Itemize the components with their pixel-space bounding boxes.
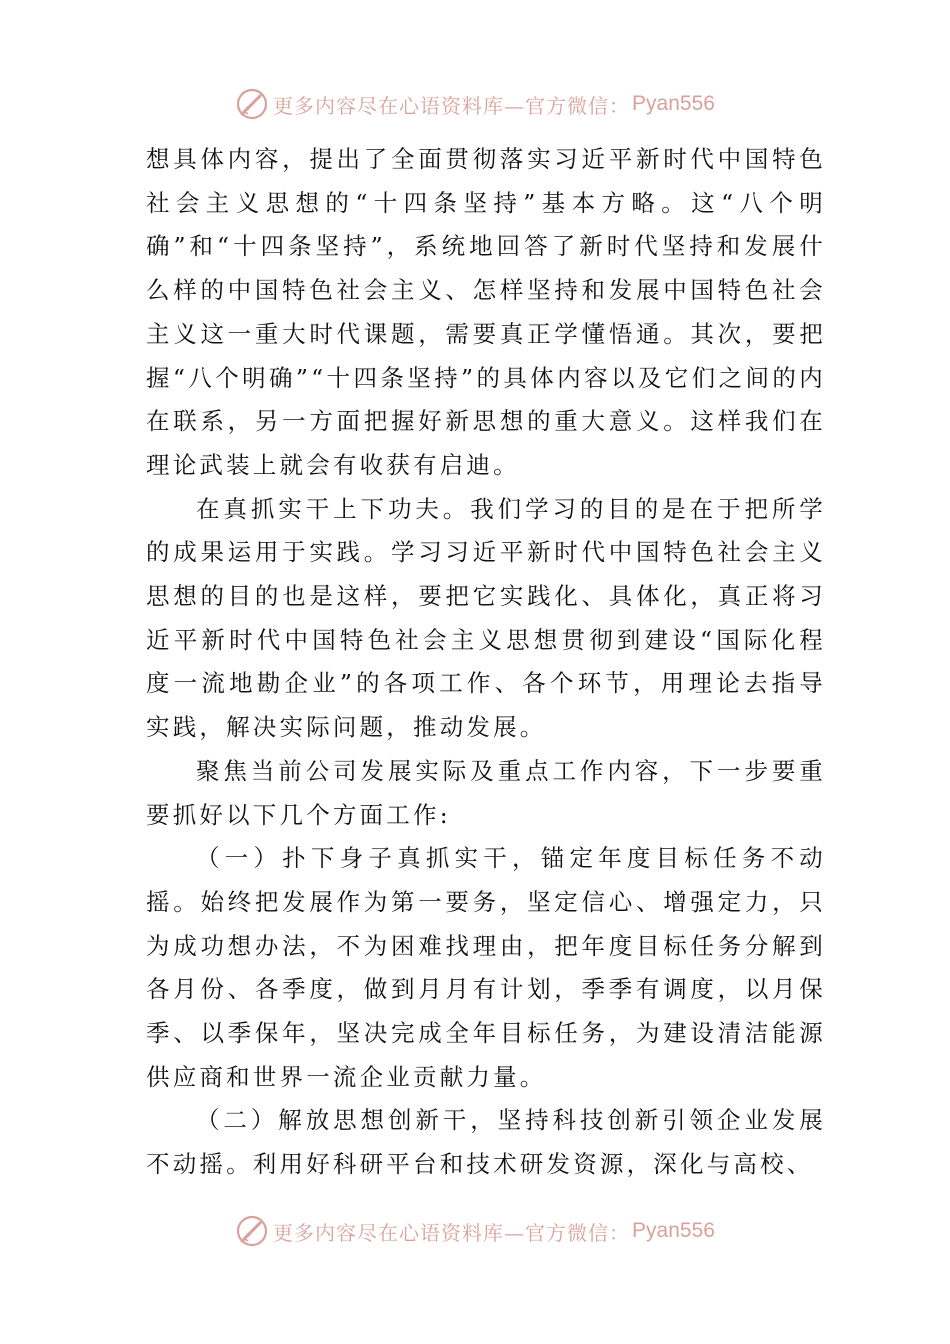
pen-logo-icon	[235, 1214, 269, 1248]
banner-wechat-handle: Pyan556	[632, 92, 715, 115]
paragraph-practice: 在真抓实干上下功夫。我们学习的目的是在于把所学的成果运用于实践。学习习近平新时代中国特色社会主义思想的目的也是这样，要把它实践化、具体化，真正将习近平新时代中国特色社会主义思想贯彻到建设“国际化程度一流地勘企业”的各项工作、各个环节，用理论去指导实践，解决实际问题，推动发展。	[146, 494, 826, 742]
paragraph-focus: 聚焦当前公司发展实际及重点工作内容，下一步要重要抓好以下几个方面工作:	[146, 756, 826, 829]
pen-logo-icon	[235, 87, 269, 121]
paragraph-item-one: （一）扑下身子真抓实干，锚定年度目标任务不动摇。始终把发展作为第一要务，坚定信心、增强定力，只为成功想办法，不为困难找理由，把年度目标任务分解到各月份、各季度，做到月月有计划，季季有调度，以月保季、以季保年，坚决完成全年目标任务，为建设清洁能源供应商和世界一流企业贡献力量。	[146, 844, 826, 1091]
banner-text: 更多内容尽在心语资料库—官方微信：	[273, 93, 631, 118]
header-watermark-banner	[0, 84, 950, 124]
footer-watermark-banner	[0, 1211, 950, 1251]
paragraph-continuation: 想具体内容，提出了全面贯彻落实习近平新时代中国特色社会主义思想的“十四条坚持”基本方略。这“八个明确”和“十四条坚持”，系统地回答了新时代坚持和发展什么样的中国特色社会主义、怎样坚持和发展中国特色社会主义这一重大时代课题，需要真正学懂悟通。其次，要把握“八个明确”“十四条坚持”的具体内容以及它们之间的内在联系，另一方面把握好新思想的重大意义。这样我们在理论武装上就会有收获有启迪。	[146, 145, 826, 479]
banner-wechat-handle: Pyan556	[632, 1219, 715, 1242]
banner-text: 更多内容尽在心语资料库—官方微信：	[273, 1220, 631, 1245]
paragraph-item-two: （二）解放思想创新干，坚持科技创新引领企业发展不动摇。利用好科研平台和技术研发资源，深化与高校、	[146, 1106, 826, 1179]
document-body	[146, 138, 826, 1187]
